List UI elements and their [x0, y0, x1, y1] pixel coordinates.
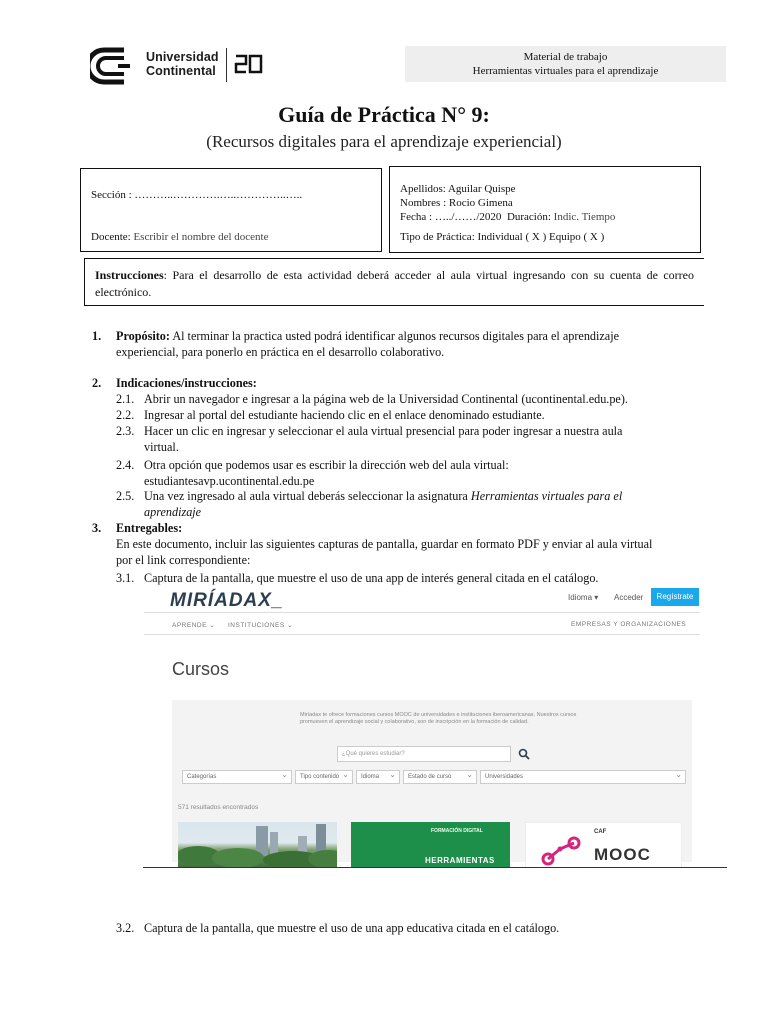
page-subtitle: (Recursos digitales para el aprendizaje experiencial) — [206, 132, 562, 151]
cursos-heading: Cursos — [172, 659, 230, 679]
logo-divider — [226, 48, 227, 82]
student-info-box — [389, 166, 701, 253]
filter-estado-curso[interactable]: Estado de curso ⌄ — [403, 770, 477, 784]
course-search-input[interactable]: ¿Qué quieres estudiar? — [337, 746, 511, 762]
section-3-text: En este documento, incluir las siguientes capturas de pantalla, guardar en formato PDF y enviar al aula virtual por el link correspondiente: — [116, 537, 653, 567]
registrate-button[interactable]: Regístrate — [651, 588, 699, 606]
item-2-2-text: Ingresar al portal del estudiante haciendo clic en el enlace denominado estudiante. — [144, 408, 545, 422]
screenshot-bottom-line — [143, 867, 727, 868]
docente-field[interactable]: Docente: Escribir el nombre del docente — [91, 231, 269, 243]
section-3-heading: Entregables: — [116, 521, 183, 535]
university-emblem-icon — [90, 46, 146, 86]
university-name: Universidad Continental — [146, 50, 219, 78]
miriadax-description: Miríadax te ofrece formaciones cursos MOOC de universidades e instituciones iberoamericanas. Nuestros cursos promueven el aprendizaje social y colaborativo, son de inscripción en la formación de calidad. — [300, 712, 577, 725]
mooc-network-icon — [540, 835, 584, 867]
filter-categorias[interactable]: Categorías ⌄ — [182, 770, 292, 784]
item-3-1-text: Captura de la pantalla, que muestre el uso de una app de interés general citada en el catálogo. — [144, 571, 599, 585]
item-3-2-text: Captura de la pantalla, que muestre el uso de una app educativa citada en el catálogo. — [144, 921, 560, 935]
item-2-1-number: 2.1. — [116, 392, 135, 406]
course-card-1[interactable] — [178, 822, 337, 868]
filter-tipo-contenido[interactable]: Tipo contenido ⌄ — [295, 770, 353, 784]
apellidos-field[interactable]: Apellidos: Aguilar Quispe — [400, 183, 516, 195]
material-line1: Material de trabajo — [523, 51, 608, 63]
anniversary-badge-icon — [234, 52, 264, 76]
mooc-label: MOOC — [594, 845, 651, 864]
course-card-3[interactable] — [525, 822, 682, 868]
section-2-heading: Indicaciones/instrucciones: — [116, 376, 257, 390]
item-3-2-number: 3.2. — [116, 921, 135, 935]
acceder-link[interactable]: Acceder — [614, 593, 644, 602]
filter-idioma[interactable]: Idioma ⌄ — [356, 770, 400, 784]
instructions-box: Instrucciones: Para el desarrollo de esta actividad deberá acceder al aula virtual ingresando con su cuenta de correo electrónico. — [84, 258, 704, 306]
filter-universidades[interactable]: Universidades ⌄ — [480, 770, 686, 784]
section-1-text: Propósito: Al terminar la practica usted podrá identificar algunos recursos digitales para el aprendizaje experiencial, para ponerlo en práctica en el desarrollo colaborativo. — [116, 329, 620, 359]
section-3-number: 3. — [92, 521, 102, 535]
nombres-field[interactable]: Nombres : Rocio Gimena — [400, 197, 513, 209]
results-count: 571 resultados encontrados — [178, 804, 259, 811]
item-3-1-number: 3.1. — [116, 571, 135, 585]
idioma-dropdown[interactable]: Idioma ▾ — [568, 593, 599, 602]
nav-bottom-divider — [144, 634, 700, 635]
caf-label: CAF — [594, 829, 607, 835]
seccion-field[interactable]: Sección : ………..………….…..…………..….. — [91, 189, 303, 201]
section-docente-box — [80, 168, 382, 252]
item-2-3-number: 2.3. — [116, 424, 135, 438]
nav-instituciones[interactable]: INSTITUCIONES ⌄ — [228, 622, 293, 629]
miriadax-logo[interactable]: MIRÍADAX_ — [170, 590, 284, 611]
fecha-duracion-field[interactable]: Fecha : …../……/2020 Duración: Indic. Tiempo — [400, 211, 616, 223]
item-2-5-text: Una vez ingresado al aula virtual deberás seleccionar la asignatura Herramientas virtuales para el aprendizaje — [144, 489, 623, 519]
course-card-2[interactable]: FORMACIÓN DIGITAL HERRAMIENTAS — [351, 822, 510, 868]
item-2-4-text: Otra opción que podemos usar es escribir la dirección web del aula virtual: estudiantesavp.ucontinental.edu.pe — [144, 458, 509, 488]
search-icon[interactable] — [518, 748, 530, 760]
section-2-number: 2. — [92, 376, 102, 390]
material-header — [405, 46, 726, 82]
material-line2: Herramientas virtuales para el aprendizaje — [472, 65, 659, 77]
item-2-1-text: Abrir un navegador e ingresar a la página web de la Universidad Continental (ucontinental.edu.pe). — [144, 392, 628, 406]
nav-empresas[interactable]: EMPRESAS Y ORGANIZACIONES — [571, 621, 687, 628]
city-skyline-image — [178, 822, 337, 868]
page-title: Guía de Práctica N° 9: — [278, 102, 490, 127]
section-1-number: 1. — [92, 329, 102, 343]
nav-aprende[interactable]: APRENDE ⌄ — [172, 622, 216, 629]
item-2-4-number: 2.4. — [116, 458, 135, 472]
item-2-5-number: 2.5. — [116, 489, 135, 503]
nav-top-divider — [144, 612, 700, 613]
item-2-2-number: 2.2. — [116, 408, 135, 422]
tipo-practica-field[interactable]: Tipo de Práctica: Individual ( X ) Equipo ( X ) — [400, 231, 605, 243]
item-2-3-text: Hacer un clic en ingresar y seleccionar el aula virtual presencial para poder ingresar a nuestra aula virtual. — [144, 424, 623, 454]
